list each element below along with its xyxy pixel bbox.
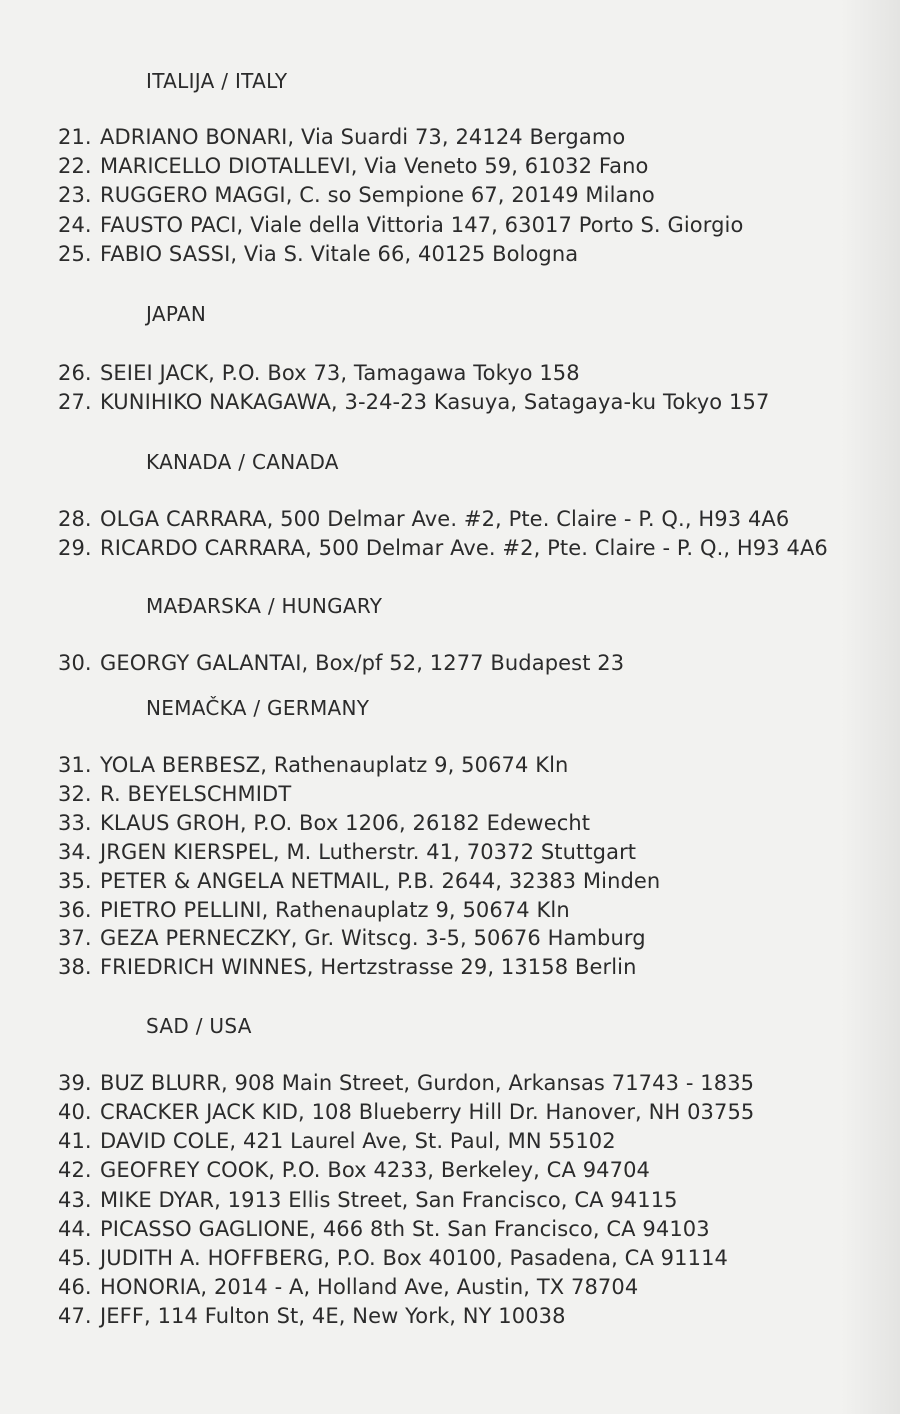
entry-text: JRGEN KIERSPEL, M. Lutherstr. 41, 70372 Stuttgart bbox=[100, 840, 637, 864]
entry-number: 24. bbox=[58, 213, 92, 237]
entry-number: 39. bbox=[58, 1071, 92, 1095]
section-heading-italy: ITALIJA / ITALY bbox=[146, 69, 288, 93]
entry-text: JUDITH A. HOFFBERG, P.O. Box 40100, Pasadena, CA 91114 bbox=[100, 1246, 728, 1270]
list-item bbox=[58, 241, 578, 267]
list-item bbox=[58, 506, 789, 532]
list-item bbox=[58, 153, 648, 179]
entry-number: 36. bbox=[58, 898, 92, 922]
entry-text: FAUSTO PACI, Viale della Vittoria 147, 63017 Porto S. Giorgio bbox=[100, 213, 744, 237]
entry-text: DAVID COLE, 421 Laurel Ave, St. Paul, MN 55102 bbox=[100, 1129, 616, 1153]
entry-text: KUNIHIKO NAKAGAWA, 3-24-23 Kasuya, Satagaya-ku Tokyo 157 bbox=[100, 390, 770, 414]
entry-number: 22. bbox=[58, 154, 92, 178]
section-heading-japan: JAPAN bbox=[146, 302, 207, 326]
entry-number: 30. bbox=[58, 651, 92, 675]
entry-text: PIETRO PELLINI, Rathenauplatz 9, 50674 Kln bbox=[100, 898, 570, 922]
entry-text: RICARDO CARRARA, 500 Delmar Ave. #2, Pte. Claire - P. Q., H93 4A6 bbox=[100, 536, 828, 560]
section-heading-hungary: MAĐARSKA / HUNGARY bbox=[146, 594, 383, 618]
entry-text: JEFF, 114 Fulton St, 4E, New York, NY 10038 bbox=[100, 1304, 566, 1328]
list-item bbox=[58, 389, 769, 415]
list-item bbox=[58, 360, 580, 386]
entry-number: 35. bbox=[58, 869, 92, 893]
entry-text: YOLA BERBESZ, Rathenauplatz 9, 50674 Kln bbox=[100, 753, 569, 777]
entry-number: 21. bbox=[58, 125, 92, 149]
entry-number: 40. bbox=[58, 1100, 92, 1124]
list-item bbox=[58, 1245, 728, 1271]
entry-text: GEORGY GALANTAI, Box/pf 52, 1277 Budapest 23 bbox=[100, 651, 625, 675]
entry-number: 34. bbox=[58, 840, 92, 864]
list-item bbox=[58, 1216, 710, 1242]
entry-number: 25. bbox=[58, 242, 92, 266]
list-item bbox=[58, 1099, 754, 1125]
list-item bbox=[58, 650, 624, 676]
list-item bbox=[58, 1187, 678, 1213]
page-edge-shadow bbox=[840, 0, 900, 1414]
entry-text: RUGGERO MAGGI, C. so Sempione 67, 20149 Milano bbox=[100, 183, 655, 207]
entry-number: 45. bbox=[58, 1246, 92, 1270]
entry-text: KLAUS GROH, P.O. Box 1206, 26182 Edewecht bbox=[100, 811, 591, 835]
entry-text: FRIEDRICH WINNES, Hertzstrasse 29, 13158 Berlin bbox=[100, 955, 637, 979]
entry-number: 37. bbox=[58, 926, 92, 950]
list-item bbox=[58, 1274, 638, 1300]
section-heading-usa: SAD / USA bbox=[146, 1014, 252, 1038]
entry-number: 33. bbox=[58, 811, 92, 835]
entry-text: OLGA CARRARA, 500 Delmar Ave. #2, Pte. Claire - P. Q., H93 4A6 bbox=[100, 507, 790, 531]
entry-text: MIKE DYAR, 1913 Ellis Street, San Francisco, CA 94115 bbox=[100, 1188, 678, 1212]
list-item bbox=[58, 954, 637, 980]
entry-text: GEOFREY COOK, P.O. Box 4233, Berkeley, CA 94704 bbox=[100, 1158, 650, 1182]
list-item bbox=[58, 124, 625, 150]
entry-number: 29. bbox=[58, 536, 92, 560]
list-item bbox=[58, 182, 655, 208]
list-item bbox=[58, 535, 828, 561]
entry-text: PICASSO GAGLIONE, 466 8th St. San Francisco, CA 94103 bbox=[100, 1217, 710, 1241]
section-heading-germany: NEMAČKA / GERMANY bbox=[146, 696, 370, 720]
entry-text: SEIEI JACK, P.O. Box 73, Tamagawa Tokyo 158 bbox=[100, 361, 580, 385]
list-item bbox=[58, 1157, 650, 1183]
entry-text: BUZ BLURR, 908 Main Street, Gurdon, Arkansas 71743 - 1835 bbox=[100, 1071, 755, 1095]
entry-text: R. BEYELSCHMIDT bbox=[100, 782, 292, 806]
list-item bbox=[58, 810, 590, 836]
list-item bbox=[58, 212, 743, 238]
entry-number: 23. bbox=[58, 183, 92, 207]
list-item bbox=[58, 868, 660, 894]
entry-number: 43. bbox=[58, 1188, 92, 1212]
entry-number: 28. bbox=[58, 507, 92, 531]
entry-text: GEZA PERNECZKY, Gr. Witscg. 3-5, 50676 Hamburg bbox=[100, 926, 646, 950]
entry-number: 42. bbox=[58, 1158, 92, 1182]
entry-number: 32. bbox=[58, 782, 92, 806]
entry-number: 44. bbox=[58, 1217, 92, 1241]
list-item bbox=[58, 839, 636, 865]
entry-number: 46. bbox=[58, 1275, 92, 1299]
entry-number: 47. bbox=[58, 1304, 92, 1328]
entry-number: 38. bbox=[58, 955, 92, 979]
entry-number: 26. bbox=[58, 361, 92, 385]
list-item bbox=[58, 925, 646, 951]
list-item bbox=[58, 1303, 566, 1329]
entry-text: ADRIANO BONARI, Via Suardi 73, 24124 Bergamo bbox=[100, 125, 626, 149]
entry-text: CRACKER JACK KID, 108 Blueberry Hill Dr. Hanover, NH 03755 bbox=[100, 1100, 755, 1124]
entry-text: HONORIA, 2014 - A, Holland Ave, Austin, TX 78704 bbox=[100, 1275, 639, 1299]
entry-text: FABIO SASSI, Via S. Vitale 66, 40125 Bologna bbox=[100, 242, 579, 266]
entry-number: 27. bbox=[58, 390, 92, 414]
list-item bbox=[58, 897, 570, 923]
list-item bbox=[58, 1128, 616, 1154]
section-heading-canada: KANADA / CANADA bbox=[146, 450, 339, 474]
entry-number: 41. bbox=[58, 1129, 92, 1153]
list-item bbox=[58, 781, 291, 807]
list-item bbox=[58, 1070, 754, 1096]
list-item bbox=[58, 752, 568, 778]
entry-number: 31. bbox=[58, 753, 92, 777]
entry-text: MARICELLO DIOTALLEVI, Via Veneto 59, 61032 Fano bbox=[100, 154, 649, 178]
entry-text: PETER & ANGELA NETMAIL, P.B. 2644, 32383 Minden bbox=[100, 869, 661, 893]
